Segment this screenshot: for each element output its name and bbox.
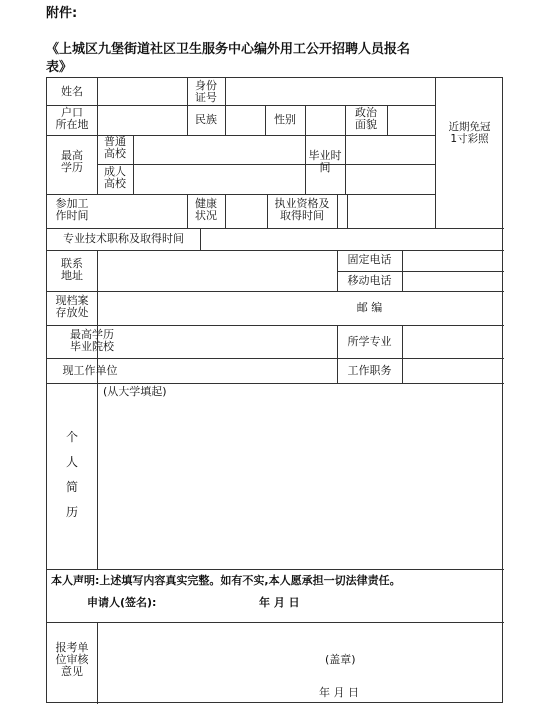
professional-title-label: 专业技术职称及取得时间	[63, 232, 184, 245]
regular-college-label: 普通 高校	[104, 135, 126, 160]
ethnicity-label: 民族	[195, 113, 217, 126]
seal-label: (盖章)	[325, 653, 356, 666]
col-line	[225, 194, 226, 228]
row-line	[47, 325, 504, 326]
gender-label: 性别	[274, 113, 296, 126]
row-line	[47, 194, 435, 195]
col-line	[337, 194, 338, 228]
col-line	[402, 325, 403, 383]
graduation-time-label: 毕业时 间	[308, 149, 342, 174]
row-line	[337, 271, 504, 272]
row-line	[47, 291, 504, 292]
political-status-label: 政治 面貌	[355, 106, 377, 131]
col-line	[347, 194, 348, 228]
attachment-label: 附件:	[46, 6, 78, 21]
address-label: 联系 地址	[61, 257, 83, 282]
resume-hint: (从大学填起)	[103, 385, 167, 398]
postcode-label: 邮 编	[356, 301, 383, 314]
col-line	[435, 78, 436, 228]
registration-form	[46, 77, 503, 703]
row-line	[47, 250, 504, 251]
landline-label: 固定电话	[347, 253, 392, 266]
row-line	[47, 358, 504, 359]
col-line	[225, 78, 226, 135]
col-line	[402, 250, 403, 291]
col-line	[200, 228, 201, 250]
id-number-label: 身份 证号	[195, 79, 217, 104]
row-line	[47, 569, 504, 570]
applicant-signature-label: 申请人(签名):	[87, 596, 157, 609]
current-employer-label: 现工作单位	[62, 364, 118, 377]
review-opinion-label: 报考单 位审核 意见	[55, 641, 89, 678]
adult-college-label: 成人 高校	[104, 165, 126, 190]
qualification-label: 执业资格及 取得时间	[274, 197, 330, 222]
col-line	[97, 383, 98, 569]
col-line	[345, 135, 346, 194]
col-line	[97, 622, 98, 704]
work-start-label: 参加工 作时间	[55, 197, 89, 222]
education-label: 最高 学历	[61, 149, 83, 174]
row-line	[47, 228, 504, 229]
job-position-label: 工作职务	[347, 364, 392, 377]
col-line	[387, 105, 388, 135]
col-line	[133, 135, 134, 194]
col-line	[305, 105, 306, 135]
photo-box-label: 近期免冠 1寸彩照	[448, 121, 491, 145]
declaration-text: 本人声明:上述填写内容真实完整。如有不实,本人愿承担一切法律责任。	[51, 574, 401, 587]
col-line	[97, 250, 98, 291]
resume-label: 个 人 简 历	[65, 430, 78, 519]
hukou-label: 户口 所在地	[55, 106, 89, 131]
mobile-label: 移动电话	[347, 274, 392, 287]
row-line	[47, 383, 504, 384]
major-label: 所学专业	[347, 335, 392, 348]
health-status-label: 健康 状况	[195, 197, 217, 222]
applicant-date: 年 月 日	[259, 596, 300, 609]
archive-label: 现档案 存放处	[55, 294, 89, 319]
row-line	[47, 622, 504, 623]
form-title-line2: 表》	[46, 60, 73, 75]
name-label: 姓名	[61, 85, 83, 98]
form-title-line1: 《上城区九堡街道社区卫生服务中心编外用工公开招聘人员报名	[46, 42, 411, 57]
graduate-school-label: 最高学历 毕业院校	[70, 328, 114, 353]
row-line	[97, 164, 435, 165]
review-date: 年 月 日	[319, 686, 359, 699]
